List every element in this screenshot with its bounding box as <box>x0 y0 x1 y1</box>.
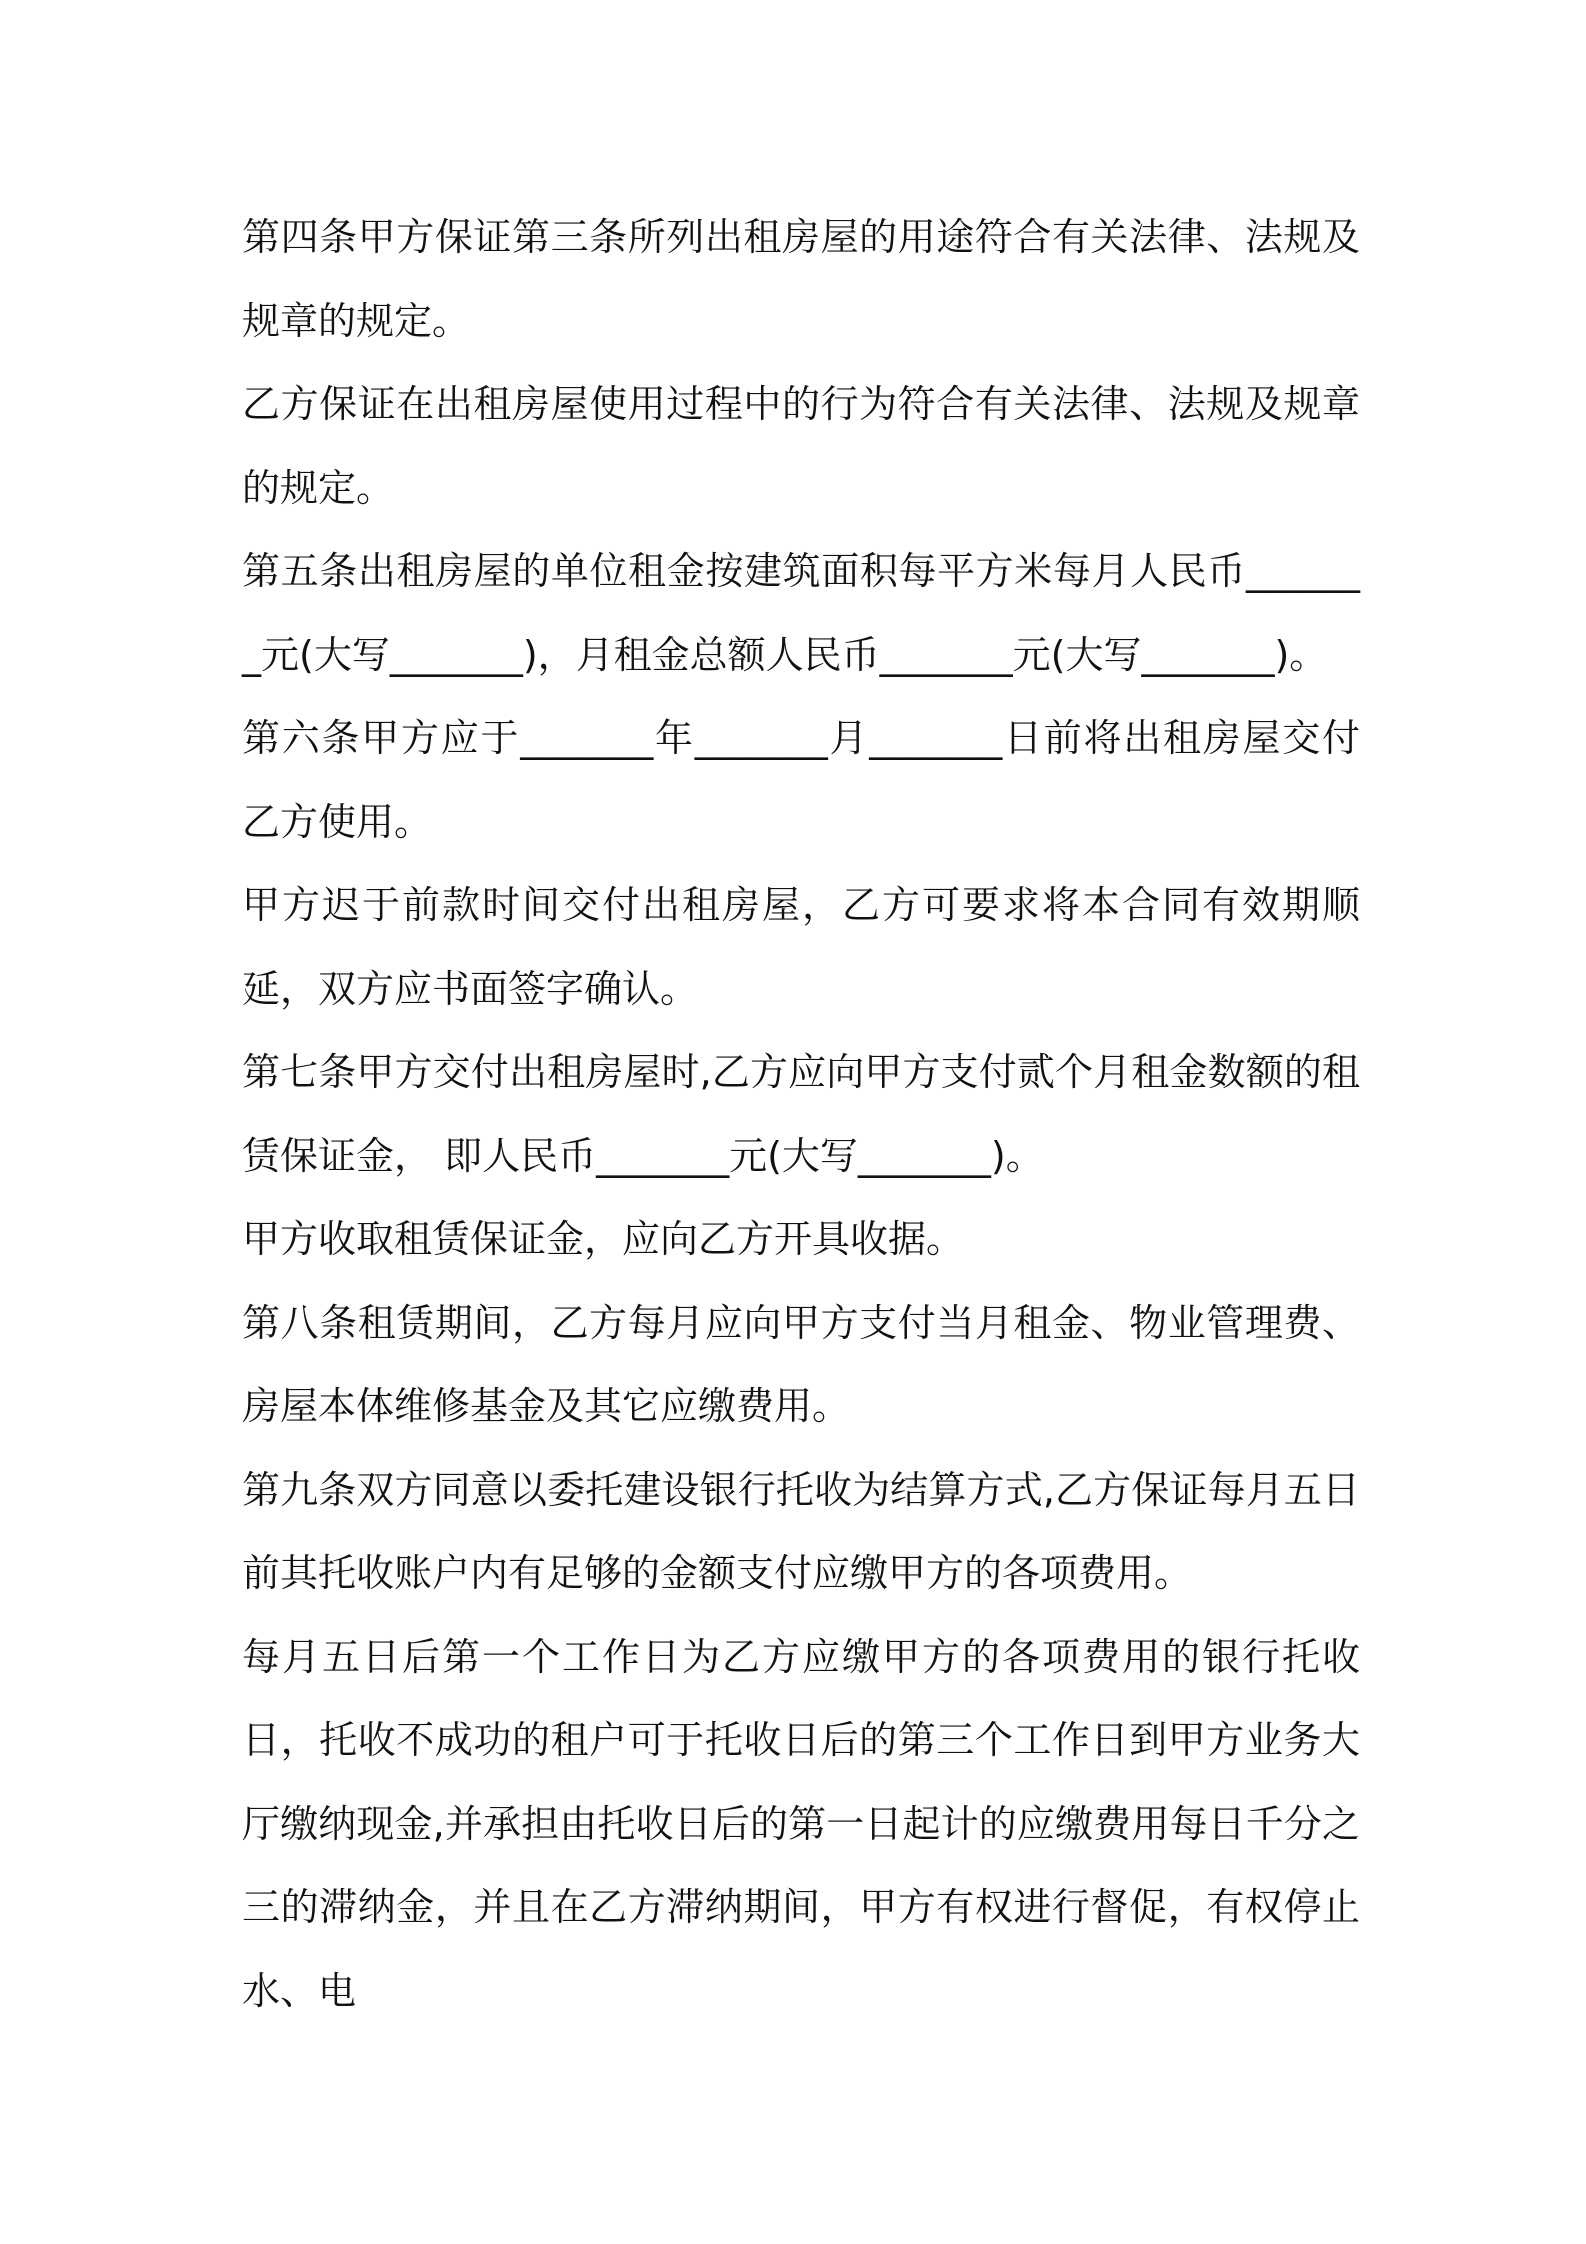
paragraph-article-4: 第四条甲方保证第三条所列出租房屋的用途符合有关法律、法规及规章的规定。 <box>242 215 1360 343</box>
paragraph-article-6: 第六条甲方应于_______年_______月_______日前将出租房屋交付乙方使用。 <box>242 716 1360 844</box>
paragraph-article-5: 第五条出租房屋的单位租金按建筑面积每平方米每月人民币_______元(大写_______)，月租金总额人民币_______元(大写_______)。 <box>242 549 1360 677</box>
paragraph-article-7: 第七条甲方交付出租房屋时,乙方应向甲方支付贰个月租金数额的租赁保证金， 即人民币_______元(大写_______)。 <box>242 1050 1360 1178</box>
paragraph-party-b-guarantee: 乙方保证在出租房屋使用过程中的行为符合有关法律、法规及规章的规定。 <box>242 382 1360 510</box>
paragraph-receipt: 甲方收取租赁保证金，应向乙方开具收据。 <box>242 1217 965 1261</box>
paragraph-article-9: 第九条双方同意以委托建设银行托收为结算方式,乙方保证每月五日前其托收账户内有足够的金额支付应缴甲方的各项费用。 <box>242 1467 1360 1595</box>
paragraph-article-8: 第八条租赁期间，乙方每月应向甲方支付当月租金、物业管理费、房屋本体维修基金及其它应缴费用。 <box>242 1300 1360 1428</box>
paragraph-late-delivery: 甲方迟于前款时间交付出租房屋，乙方可要求将本合同有效期顺延，双方应书面签字确认。 <box>242 883 1360 1011</box>
document-body <box>242 196 1360 2033</box>
paragraph-collection-day: 每月五日后第一个工作日为乙方应缴甲方的各项费用的银行托收日，托收不成功的租户可于托收日后的第三个工作日到甲方业务大厅缴纳现金,并承担由托收日后的第一日起计的应缴费用每日千分之三的滞纳金，并且在乙方滞纳期间，甲方有权进行督促，有权停止水、电 <box>242 1634 1360 2013</box>
